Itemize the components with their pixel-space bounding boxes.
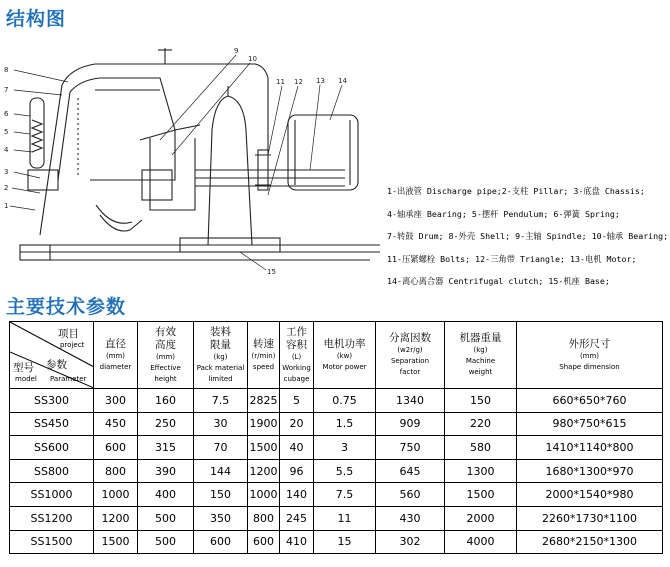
table-cell: 1000 <box>94 483 138 507</box>
table-cell: 800 <box>94 459 138 483</box>
model-cell: SS1500 <box>10 530 94 554</box>
table-header-row <box>10 322 663 389</box>
model-cell: SS600 <box>10 436 94 460</box>
table-cell: 2680*2150*1300 <box>517 530 663 554</box>
header-cell: 机器重量 (kg) Machine weight <box>445 322 517 389</box>
table-cell: 500 <box>138 506 194 530</box>
table-row <box>10 459 663 483</box>
table-cell: 1340 <box>376 389 445 413</box>
table-cell: 390 <box>138 459 194 483</box>
table-cell: 1500 <box>445 483 517 507</box>
table-cell: 2000 <box>445 506 517 530</box>
table-row <box>10 412 663 436</box>
table-cell: 0.75 <box>314 389 376 413</box>
callout-8: 8 <box>4 66 9 74</box>
table-cell: 7.5 <box>314 483 376 507</box>
table-cell: 410 <box>280 530 314 554</box>
corner-model-en: model <box>15 375 37 383</box>
table-cell: 250 <box>138 412 194 436</box>
corner-item-en: project <box>60 341 85 349</box>
table-cell: 15 <box>314 530 376 554</box>
table-cell: 300 <box>94 389 138 413</box>
legend-line: 11-压紧螺栓 Bolts; 12-三角带 Triangle; 13-电机 Motor; <box>387 253 637 264</box>
table-cell: 660*650*760 <box>517 389 663 413</box>
table-row <box>10 506 663 530</box>
table-cell: 20 <box>280 412 314 436</box>
table-cell: 2000*1540*980 <box>517 483 663 507</box>
callout-3: 3 <box>4 168 9 176</box>
centrifuge-structure-diagram <box>0 30 380 280</box>
model-cell: SS800 <box>10 459 94 483</box>
structure-heading: 结构图 <box>6 8 67 30</box>
callout-12: 12 <box>294 78 303 86</box>
header-cell: 装料 限量 (kg) Pack material limited <box>194 322 248 389</box>
table-cell: 1200 <box>94 506 138 530</box>
callout-14: 14 <box>338 77 347 85</box>
table-row <box>10 483 663 507</box>
table-cell: 350 <box>194 506 248 530</box>
table-cell: 800 <box>248 506 280 530</box>
callout-15: 15 <box>267 268 276 276</box>
table-cell: 150 <box>194 483 248 507</box>
table-cell: 5.5 <box>314 459 376 483</box>
table-cell: 580 <box>445 436 517 460</box>
table-cell: 150 <box>445 389 517 413</box>
table-cell: 1410*1140*800 <box>517 436 663 460</box>
table-cell: 1200 <box>248 459 280 483</box>
corner-header-cell <box>10 322 94 389</box>
corner-param-cn: 参数 <box>46 359 67 371</box>
callout-13: 13 <box>316 77 325 85</box>
table-cell: 645 <box>376 459 445 483</box>
table-cell: 140 <box>280 483 314 507</box>
callout-1: 1 <box>4 202 9 210</box>
table-row <box>10 389 663 413</box>
table-cell: 7.5 <box>194 389 248 413</box>
header-cell: 直径 (mm) diameter <box>94 322 138 389</box>
table-cell: 40 <box>280 436 314 460</box>
callout-4: 4 <box>4 146 9 154</box>
header-cell: 转速 (r/min) speed <box>248 322 280 389</box>
model-cell: SS1000 <box>10 483 94 507</box>
table-cell: 600 <box>194 530 248 554</box>
table-cell: 600 <box>248 530 280 554</box>
model-cell: SS450 <box>10 412 94 436</box>
legend-line: 14-离心离合器 Centrifugal clutch; 15-机座 Base; <box>387 276 610 286</box>
table-cell: 1.5 <box>314 412 376 436</box>
specs-heading: 主要技术参数 <box>6 296 127 318</box>
callout-5: 5 <box>4 128 9 136</box>
table-cell: 160 <box>138 389 194 413</box>
legend-line: 1-出液管 Discharge pipe;2-支柱 Pillar; 3-底盘 Chassis; <box>387 186 645 196</box>
table-cell: 70 <box>194 436 248 460</box>
callout-11: 11 <box>276 78 285 86</box>
callout-6: 6 <box>4 110 9 118</box>
header-cell: 分离因数 (w2r/g) Separation factor <box>376 322 445 389</box>
table-cell: 1500 <box>94 530 138 554</box>
table-cell: 144 <box>194 459 248 483</box>
table-cell: 315 <box>138 436 194 460</box>
table-cell: 245 <box>280 506 314 530</box>
table-cell: 980*750*615 <box>517 412 663 436</box>
callout-7: 7 <box>4 86 9 94</box>
table-cell: 500 <box>138 530 194 554</box>
table-cell: 2260*1730*1100 <box>517 506 663 530</box>
legend-line: 4-轴承座 Bearing; 5-摆杆 Pendulum; 6-弹簧 Spring; <box>387 208 620 219</box>
callout-9: 9 <box>234 47 239 55</box>
table-cell: 302 <box>376 530 445 554</box>
table-cell: 1900 <box>248 412 280 436</box>
table-cell: 1680*1300*970 <box>517 459 663 483</box>
table-cell: 909 <box>376 412 445 436</box>
corner-item-cn: 项目 <box>58 328 79 340</box>
model-cell: SS1200 <box>10 506 94 530</box>
header-cell: 有效 高度 (mm) Effective height <box>138 322 194 389</box>
table-cell: 96 <box>280 459 314 483</box>
table-cell: 4000 <box>445 530 517 554</box>
callout-2: 2 <box>4 184 9 192</box>
table-cell: 5 <box>280 389 314 413</box>
table-cell: 1000 <box>248 483 280 507</box>
table-cell: 30 <box>194 412 248 436</box>
table-cell: 11 <box>314 506 376 530</box>
table-cell: 1500 <box>248 436 280 460</box>
table-cell: 430 <box>376 506 445 530</box>
model-cell: SS300 <box>10 389 94 413</box>
callout-10: 10 <box>248 55 257 63</box>
corner-param-en: Parameter <box>50 375 87 383</box>
parts-legend <box>387 180 669 293</box>
header-cell: 外形尺寸 (mm) Shape dimension <box>517 322 663 389</box>
spec-table <box>9 321 663 554</box>
corner-model-cn: 型号 <box>13 362 34 374</box>
table-cell: 450 <box>94 412 138 436</box>
table-cell: 3 <box>314 436 376 460</box>
table-row <box>10 530 663 554</box>
table-cell: 220 <box>445 412 517 436</box>
table-cell: 750 <box>376 436 445 460</box>
table-cell: 560 <box>376 483 445 507</box>
table-cell: 400 <box>138 483 194 507</box>
table-cell: 600 <box>94 436 138 460</box>
header-cell: 工作 容积 (L) Working cubage <box>280 322 314 389</box>
table-row <box>10 436 663 460</box>
header-cell: 电机功率 (kw) Motor power <box>314 322 376 389</box>
legend-line: 7-转鼓 Drum; 8-外壳 Shell; 9-主轴 Spindle; 10-轴承 Bearing; <box>387 231 669 241</box>
table-cell: 1300 <box>445 459 517 483</box>
table-cell: 2825 <box>248 389 280 413</box>
